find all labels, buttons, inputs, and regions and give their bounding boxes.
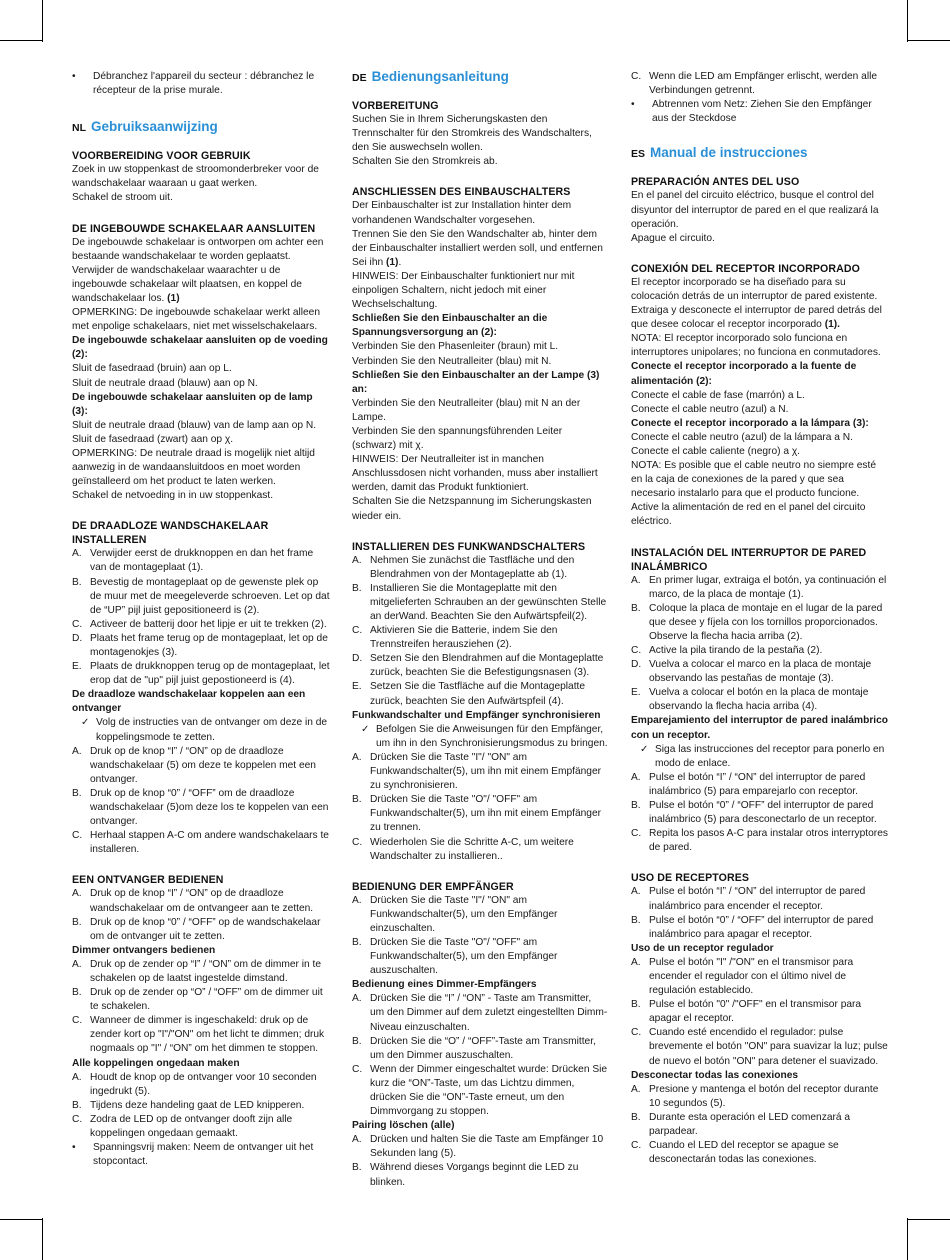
list-marker: B.: [631, 999, 641, 1011]
language-title: Bedienungsanleitung: [371, 69, 509, 84]
list-item: [72, 745, 330, 787]
list-text: Active la pila tirando de la pestaña (2).: [649, 645, 823, 656]
list-item: [72, 887, 330, 915]
list-item: [352, 1133, 608, 1161]
list-item: [72, 1071, 330, 1099]
bullet-icon: •: [631, 99, 635, 111]
subheading: De ingebouwde schakelaar aansluiten op de voeding (2):: [72, 335, 328, 361]
section-heading: INSTALACIÓN DEL INTERRUPTOR DE PARED INALÁMBRICO: [631, 546, 867, 573]
list-item: [352, 554, 608, 582]
list-item: [631, 644, 889, 658]
list-text: Druk op de knop “0” / “OFF” om de draadloze wandschakelaar (5)om deze los te koppelen van een ontvanger.: [90, 787, 329, 828]
ordered-list: [631, 771, 889, 856]
bullet-text: Abtrennen vom Netz: Ziehen Sie den Empfänger aus der Steckdose: [652, 99, 872, 125]
paragraph-text: Extraiga y desconecte el interruptor de pared detrás del que desee colocar el receptor incorporado: [631, 305, 882, 331]
list-text: Nehmen Sie zunächst die Tastfläche und den Blendrahmen von der Montageplatte ab (1).: [370, 554, 575, 580]
ordered-list: [72, 1071, 330, 1141]
list-marker: B.: [352, 936, 362, 948]
list-marker: A.: [631, 771, 641, 783]
list-marker: B.: [72, 1099, 82, 1111]
list-item: [631, 574, 889, 602]
column-spanish: [631, 70, 889, 1167]
subheading: Uso de un receptor regulador: [631, 942, 774, 954]
language-code: DE: [352, 72, 367, 84]
list-text: Drücken und halten Sie die Taste am Empfänger 10 Sekunden lang (5).: [370, 1134, 604, 1160]
subheading: De draadloze wandschakelaar koppelen aan een ontvanger: [72, 689, 306, 715]
list-text: Druk op de zender op “O” / “OFF” om de dimmer uit te schakelen.: [90, 987, 323, 1013]
list-text: Druk op de zender op “I” / “ON” om de dimmer in te schakelen op de laatst ingestelde dimstand.: [90, 958, 321, 984]
list-item: [352, 680, 608, 708]
list-text: En primer lugar, extraiga el botón, ya continuación el marco, de la placa de montaje (1).: [649, 574, 887, 600]
list-item: [631, 771, 889, 799]
list-text: Pulse el botón "I" /"ON" en el transmisor para encender el regulador con el último nivel de regulación establecido.: [649, 956, 854, 997]
check-icon: ✓: [361, 723, 370, 735]
paragraph: [631, 304, 889, 332]
list-item: [631, 98, 889, 126]
ordered-list: [72, 887, 330, 943]
list-text: Pulse el botón “I” / “ON” del interruptor de pared inalámbrico (5) para emparejarlo con receptor.: [649, 771, 866, 797]
figure-ref: (1): [167, 292, 180, 304]
checklist-item: [72, 716, 330, 744]
list-marker: C.: [352, 1063, 363, 1075]
paragraph: Active la alimentación de red en el panel del circuito eléctrico.: [631, 502, 866, 528]
list-marker: B.: [631, 800, 641, 812]
paragraph: HINWEIS: Der Einbauschalter funktioniert nur mit einpoligen Schaltern, nicht jedoch mit einer Wechselschaltung.: [352, 270, 575, 311]
paragraph: Verbinden Sie den spannungsführenden Leiter (schwarz) mit χ.: [352, 425, 563, 452]
list-marker: C.: [631, 1140, 642, 1152]
bullet-icon: •: [72, 71, 76, 82]
list-text: Durante esta operación el LED comenzará a parpadear.: [649, 1111, 851, 1137]
crop-mark: [908, 1219, 950, 1220]
list-item: [72, 829, 330, 857]
list-text: Pulse el botón “I” / “ON” del interruptor de pared inalámbrico para encender el receptor.: [649, 886, 866, 912]
list-item: [631, 799, 889, 827]
subheading: Conecte el receptor incorporado a la lámpara (3):: [631, 417, 869, 429]
list-item: [72, 632, 330, 660]
list-marker: B.: [352, 1162, 362, 1174]
paragraph: Trennen Sie den Sie den Wandschalter ab, hinter dem der Einbauschalter installiert werden soll, und entfernen Sei ihn (1).: [352, 228, 603, 268]
crop-mark: [0, 1219, 42, 1220]
section-heading: EEN ONTVANGER BEDIENEN: [72, 874, 224, 887]
paragraph: Schalten Sie die Netzspannung im Sicherungskasten wieder ein.: [352, 496, 592, 522]
check-icon: ✓: [640, 743, 649, 755]
paragraph: Conecte el cable neutro (azul) a N.: [631, 403, 789, 415]
section-heading: ANSCHLIESSEN DES EINBAUSCHALTERS: [352, 186, 571, 199]
list-marker: A.: [352, 751, 362, 763]
paragraph: Schakel de netvoeding in in uw stoppenkast.: [72, 490, 274, 502]
subheading: Desconectar todas las conexiones: [631, 1069, 799, 1081]
section-heading: PREPARACIÓN ANTES DEL USO: [631, 176, 800, 189]
list-marker: C.: [72, 830, 83, 842]
paragraph: NOTA: El receptor incorporado solo funciona en interruptores unipolares; no funciona en conmutadores.: [631, 333, 881, 359]
bullet-icon: •: [72, 1142, 76, 1154]
section-heading: DE INGEBOUWDE SCHAKELAAR AANSLUITEN: [72, 222, 316, 235]
list-marker: A.: [631, 574, 641, 586]
list-text: Während dieses Vorgangs beginnt die LED zu blinken.: [370, 1162, 579, 1188]
language-heading: [352, 70, 608, 85]
ordered-list: [631, 574, 889, 715]
list-text: Coloque la placa de montaje en el lugar de la pared que desee y fíjela con los tornillos proporcionados. Observe la flecha hacia arriba (2).: [649, 602, 883, 642]
bullet-text: Spanningsvrij maken: Neem de ontvanger uit het stopcontact.: [93, 1142, 314, 1168]
list-text: Wanneer de dimmer is ingeschakeld: druk op de zender kort op "I"/"ON" om het licht te dimmen; druk nogmaals op "I" / “ON” om het dimmen te stoppen.: [90, 1015, 325, 1055]
list-text: Pulse el botón “0” / “OFF” del interruptor de pared inalámbrico para apagar el receptor.: [649, 914, 874, 940]
paragraph: Conecte el cable caliente (negro) a χ.: [631, 445, 801, 457]
figure-ref: (1).: [824, 319, 840, 331]
list-text: Bevestig de montageplaat op de gewenste plek op de muur met de meegeleverde schroeven. Let op dat de “UP” pijl juist gepositioneerd is (2).: [90, 576, 330, 616]
section-heading: INSTALLIEREN DES FUNKWANDSCHALTERS: [352, 540, 586, 553]
list-item: [72, 1113, 330, 1141]
paragraph-text: Verwijder de wandschakelaar waarachter u de ingebouwde schakelaar wilt plaatsen, en koppel de wandschakelaar los.: [72, 264, 302, 304]
checklist-text: Befolgen Sie die Anweisungen für den Empfänger, um ihn in den Synchronisierungsmodus zu bringen.: [376, 723, 608, 749]
list-item: [72, 576, 330, 618]
list-text: Druk op de knop “0” / “OFF” op de wandschakelaar om de ontvanger uit te zetten.: [90, 916, 321, 942]
section-heading: VORBEREITUNG: [352, 100, 439, 113]
list-text: Plaats de drukknoppen terug op de montageplaat, let erop dat de "up" pijl juist gepostioneerd is (4).: [90, 661, 330, 687]
list-item: [72, 547, 330, 575]
section-heading: BEDIENUNG DER EMPFÄNGER: [352, 880, 514, 893]
subheading: Schließen Sie den Einbauschalter an der Lampe (3) an:: [352, 369, 600, 395]
list-text: Cuando el LED del receptor se apague se desconectarán todas las conexiones.: [649, 1140, 839, 1166]
paragraph-text: Trennen Sie den Sie den Wandschalter ab, hinter dem der Einbauschalter installiert werden soll, und entfernen Sei ihn: [352, 228, 603, 268]
list-marker: A.: [72, 1071, 82, 1083]
list-text: Zodra de LED op de ontvanger dooft zijn alle koppelingen ongedaan gemaakt.: [90, 1113, 293, 1139]
list-text: Setzen Sie den Blendrahmen auf die Montageplatte zurück, beachten Sie die Befestigungsnasen (3).: [370, 653, 604, 679]
list-item: [72, 70, 330, 98]
list-marker: A.: [72, 888, 82, 900]
paragraph: Schalten Sie den Stromkreis ab.: [352, 156, 498, 168]
list-text: Vuelva a colocar el marco en la placa de montaje observando las pestañas de montaje (3).: [649, 659, 872, 685]
ordered-list: [352, 1133, 608, 1189]
list-item: [352, 894, 608, 936]
crop-mark: [907, 1218, 908, 1260]
list-marker: A.: [631, 886, 641, 898]
list-item: [631, 602, 889, 644]
paragraph: NOTA: Es posible que el cable neutro no siempre esté en la caja de conexiones de la pared y que sea necesario instalarlo para que el producto funcione.: [631, 460, 877, 500]
paragraph: Verbinden Sie den Neutralleiter (blau) mit N an der Lampe.: [352, 397, 581, 423]
paragraph: Apague el circuito.: [631, 232, 715, 244]
list-text: Presione y mantenga el botón del receptor durante 10 segundos (5).: [649, 1083, 879, 1109]
list-marker: A.: [352, 993, 362, 1005]
list-text: Drücken Sie die Taste "I"/ "ON" am Funkwandschalter(5), um ihn mit einem Empfänger zu synchronisieren.: [370, 751, 602, 792]
paragraph: Conecte el cable de fase (marrón) a L.: [631, 389, 805, 401]
list-marker: B.: [72, 576, 82, 588]
paragraph: HINWEIS: Der Neutralleiter ist in manchen Anschlussdosen nicht vorhanden, muss aber installiert werden, damit das Produkt funktioniert.: [352, 454, 598, 494]
language-heading: [631, 146, 889, 161]
language-title: Manual de instrucciones: [650, 145, 808, 161]
list-marker: A.: [72, 745, 82, 757]
paragraph: Zoek in uw stoppenkast de stroomonderbreker voor de wandschakelaar waaraan u gaat werken.: [72, 164, 319, 190]
list-marker: C.: [631, 1027, 642, 1039]
section-heading: VOORBEREIDING VOOR GEBRUIK: [72, 150, 251, 163]
subheading: Schließen Sie den Einbauschalter an die Spannungsversorgung an (2):: [352, 313, 548, 339]
list-marker: C.: [631, 828, 642, 840]
list-text: Setzen Sie die Tastfläche auf die Montageplatte zurück, beachten Sie den Aufwärtspfeil (4).: [370, 681, 586, 707]
list-marker: A.: [352, 554, 362, 566]
paragraph: El receptor incorporado se ha diseñado para su colocación detrás de un interruptor de pared existente.: [631, 276, 878, 302]
list-text: Pulse el botón "0" /"OFF" en el transmisor para apagar el receptor.: [649, 999, 862, 1025]
list-item: [72, 618, 330, 632]
subheading: Alle koppelingen ongedaan maken: [72, 1057, 240, 1069]
list-item: [72, 916, 330, 944]
list-marker: D.: [352, 653, 363, 665]
paragraph: Sluit de fasedraad (bruin) aan op L.: [72, 363, 232, 375]
subheading: De ingebouwde schakelaar aansluiten op de lamp (3):: [72, 391, 313, 417]
checklist-text: Siga las instrucciones del receptor para ponerlo en modo de enlace.: [655, 743, 885, 769]
paragraph: Verbinden Sie den Neutralleiter (blau) mit N.: [352, 355, 552, 367]
list-marker: B.: [631, 602, 641, 614]
list-text: Aktivieren Sie die Batterie, indem Sie den Trennstreifen herausziehen (2).: [370, 625, 558, 651]
list-marker: A.: [352, 894, 362, 906]
list-item: [352, 1161, 608, 1189]
language-heading: [72, 120, 330, 135]
list-marker: B.: [352, 582, 362, 594]
list-item: [631, 1111, 889, 1139]
list-marker: E.: [631, 687, 641, 699]
paragraph: Conecte el cable neutro (azul) de la lámpara a N.: [631, 431, 853, 443]
list-item: [352, 1035, 608, 1063]
ordered-list: [72, 745, 330, 858]
language-code: NL: [72, 122, 86, 135]
list-text: Drücken Sie die “I” / “ON” - Taste am Transmitter, um den Dimmer auf dem zuletzt eingestellten Dimm-Niveau einzuschalten.: [370, 993, 608, 1033]
list-marker: A.: [72, 958, 82, 970]
list-text: Activeer de batterij door het lipje er uit te trekken (2).: [90, 618, 327, 630]
list-marker: B.: [352, 1035, 362, 1047]
subheading: Emparejamiento del interruptor de pared inalámbrico con un receptor.: [631, 715, 889, 741]
bullet-text: Débranchez l'appareil du secteur : débranchez le récepteur de la prise murale.: [93, 71, 315, 97]
crop-mark: [42, 1218, 43, 1260]
ordered-list: [72, 547, 330, 688]
subheading: Conecte el receptor incorporado a la fuente de alimentación (2):: [631, 361, 857, 387]
ordered-list: [352, 554, 608, 709]
list-item: [72, 1099, 330, 1113]
list-marker: C.: [352, 836, 363, 848]
paragraph: De ingebouwde schakelaar is ontworpen om achter een bestaande wandschakelaar te worden geplaatst.: [72, 236, 324, 262]
list-item: [72, 958, 330, 986]
list-item: [72, 787, 330, 829]
list-item: [72, 1141, 330, 1169]
list-item: [352, 992, 608, 1034]
list-text: Drücken Sie die “O” / “OFF”-Taste am Transmitter, um den Dimmer auszuschalten.: [370, 1035, 596, 1061]
paragraph: En el panel del circuito eléctrico, busque el control del disyuntor del interruptor de pared en el que realizará la operación.: [631, 190, 879, 230]
list-item: [631, 998, 889, 1026]
list-text: Druk op de knop “I” / “ON” op de draadloze wandschakelaar (5) om deze te koppelen met een ontvanger.: [90, 745, 316, 785]
paragraph: OPMERKING: De ingebouwde schakelaar werkt alleen met enpolige schakelaars, niet met wisselschakelaars.: [72, 307, 321, 333]
figure-ref: (1): [386, 256, 399, 268]
list-marker: E.: [72, 661, 82, 673]
list-text: Wiederholen Sie die Schritte A-C, um weitere Wandschalter zu installieren..: [370, 836, 574, 862]
list-marker: B.: [631, 914, 641, 926]
list-text: Drücken Sie die Taste "I"/ "ON" am Funkwandschalter(5), um den Empfänger einzuschalten.: [370, 894, 558, 934]
paragraph: OPMERKING: De neutrale draad is mogelijk niet altijd aanwezig in de wandaansluitdoos en moet worden geïnstalleerd om het product te laten werken.: [72, 447, 315, 488]
list-item: [631, 70, 889, 98]
crop-mark: [0, 40, 42, 41]
list-marker: A.: [352, 1134, 362, 1146]
language-title: Gebruiksaanwijzing: [91, 119, 218, 135]
list-text: Wenn der Dimmer eingeschaltet wurde: Drücken Sie kurz die “ON”-Taste, um das Lichtzu dimmen, drücken Sie die “ON”-Taste erneut, um den Dimmvorgang zu stoppen.: [370, 1063, 608, 1118]
section-heading: DE DRAADLOZE WANDSCHAKELAAR INSTALLEREN: [72, 520, 269, 547]
list-item: [72, 660, 330, 688]
list-text: Pulse el botón “0” / “OFF” del interruptor de pared inalámbrico (5) para desconectarlo de un receptor.: [649, 800, 877, 826]
paragraph: Der Einbauschalter ist zur Installation hinter dem vorhandenen Wandschalter vorgesehen.: [352, 200, 572, 226]
ordered-list: [631, 885, 889, 941]
ordered-list: [352, 992, 608, 1119]
list-marker: B.: [72, 787, 82, 799]
checklist-item: [631, 743, 889, 771]
ordered-list: [352, 894, 608, 979]
list-marker: A.: [631, 956, 641, 968]
paragraph: [72, 264, 330, 306]
list-marker: B.: [352, 794, 362, 806]
crop-mark: [42, 0, 43, 42]
column-german: [352, 70, 608, 1190]
list-marker: D.: [72, 632, 83, 644]
list-marker: C.: [72, 618, 83, 630]
list-marker: B.: [72, 987, 82, 999]
paragraph: Verbinden Sie den Phasenleiter (braun) mit L.: [352, 341, 559, 353]
list-text: Installieren Sie die Montageplatte mit den mitgelieferten Schrauben an der gewünschten Stelle an derWand. Beachten Sie den Aufwärtspfeil(2).: [370, 582, 607, 622]
section-heading: CONEXIÓN DEL RECEPTOR INCORPORADO: [631, 262, 860, 275]
ordered-list: [631, 956, 889, 1069]
list-text: Drücken Sie die Taste "O"/ "OFF" am Funkwandschalter(5), um ihn mit einem Empfänger zu trennen.: [370, 794, 602, 834]
list-marker: D.: [631, 659, 642, 671]
list-item: [352, 624, 608, 652]
ordered-list: [352, 751, 608, 864]
ordered-list: [72, 958, 330, 1057]
list-item: [631, 658, 889, 686]
list-marker: B.: [72, 916, 82, 928]
list-item: [631, 914, 889, 942]
column-dutch: [72, 70, 330, 1169]
list-item: [631, 1026, 889, 1068]
list-text: Wenn die LED am Empfänger erlischt, werden alle Verbindungen getrennt.: [649, 71, 878, 97]
check-icon: ✓: [81, 717, 90, 729]
list-item: [352, 793, 608, 835]
list-item: [352, 582, 608, 624]
paragraph: Sluit de neutrale draad (blauw) van de lamp aan op N.: [72, 419, 317, 431]
list-marker: C.: [631, 71, 642, 82]
crop-mark: [907, 0, 908, 42]
list-text: Tijdens deze handeling gaat de LED knipperen.: [90, 1099, 305, 1111]
list-item: [631, 885, 889, 913]
list-text: Verwijder eerst de drukknoppen en dan het frame van de montageplaat (1).: [90, 548, 314, 574]
list-item: [631, 686, 889, 714]
list-marker: A.: [72, 548, 82, 560]
list-item: [352, 936, 608, 978]
list-text: Herhaal stappen A-C om andere wandschakelaars te installeren.: [90, 830, 329, 856]
checklist-text: Volg de instructies van de ontvanger om deze in de koppelingsmode te zetten.: [96, 717, 328, 743]
paragraph: Schakel de stroom uit.: [72, 192, 173, 204]
subheading: Funkwandschalter und Empfänger synchronisieren: [352, 709, 601, 721]
paragraph: Suchen Sie in Ihrem Sicherungskasten den Trennschalter für den Stromkreis des Wandschalters, den Sie auswechseln wollen.: [352, 114, 592, 154]
list-item: [631, 1139, 889, 1167]
section-heading: USO DE RECEPTORES: [631, 872, 750, 885]
list-marker: C.: [631, 645, 642, 656]
list-text: Repita los pasos A-C para instalar otros interryptores de pared.: [649, 828, 888, 854]
paragraph: Sluit de neutrale draad (blauw) aan op N.: [72, 377, 258, 389]
crop-mark: [908, 40, 950, 41]
checklist-item: [352, 723, 608, 751]
list-item: [352, 1063, 608, 1119]
list-text: Drücken Sie die Taste "O"/ "OFF" am Funkwandschalter(5), um den Empfänger auszuschalten.: [370, 936, 558, 977]
list-item: [352, 836, 608, 864]
paragraph: Sluit de fasedraad (zwart) aan op χ.: [72, 433, 234, 445]
subheading: Pairing löschen (alle): [352, 1120, 455, 1132]
list-item: [631, 827, 889, 855]
list-item: [352, 652, 608, 680]
language-code: ES: [631, 148, 646, 161]
list-marker: E.: [352, 681, 362, 693]
list-marker: C.: [352, 625, 363, 637]
list-text: Druk op de knop “I” / “ON” op de draadloze wandschakelaar om de ontvangeer aan te zetten.: [90, 888, 314, 914]
list-item: [631, 956, 889, 998]
subheading: Dimmer ontvangers bedienen: [72, 944, 216, 956]
subheading: Bedienung eines Dimmer-Empfängers: [352, 979, 537, 991]
list-text: Vuelva a colocar el botón en la placa de montaje observando la flecha hacia arriba (4).: [649, 687, 869, 713]
list-marker: C.: [72, 1113, 83, 1125]
ordered-list: [631, 1083, 889, 1168]
list-item: [72, 1014, 330, 1056]
list-marker: C.: [72, 1015, 83, 1027]
list-text: Cuando esté encendido el regulador: pulse brevemente el botón "ON" para suavizar la luz; pulse de nuevo el botón "ON" para detener el suavizado.: [649, 1027, 888, 1067]
list-text: Plaats het frame terug op de montageplaat, let op de montagenokjes (3).: [90, 632, 328, 658]
list-item: [352, 751, 608, 793]
list-marker: B.: [631, 1111, 641, 1123]
list-item: [631, 1083, 889, 1111]
list-marker: A.: [631, 1083, 641, 1095]
list-item: [72, 986, 330, 1014]
list-text: Houdt de knop op de ontvanger voor 10 seconden ingedrukt (5).: [90, 1071, 317, 1097]
